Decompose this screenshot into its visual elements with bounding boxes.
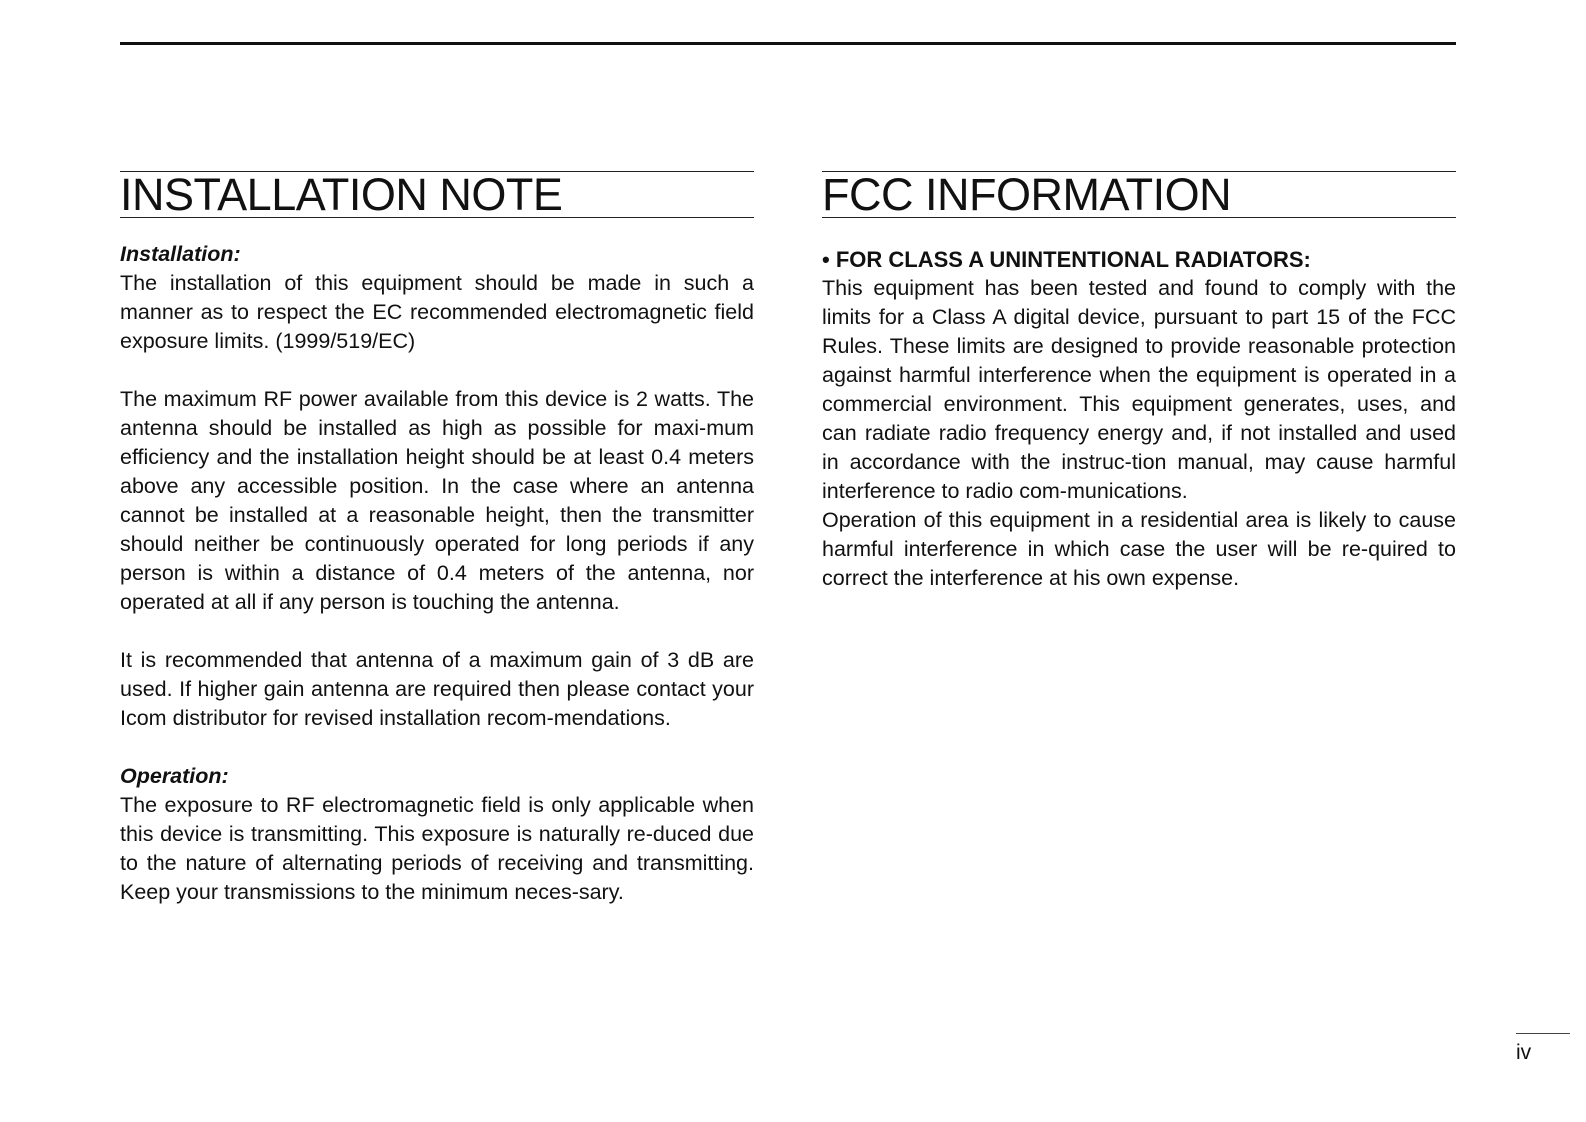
page-number: iv [1516, 1041, 1532, 1064]
installation-paragraph-3: It is recommended that antenna of a maximum gain of 3 dB are used. If higher gain antenna are required then please contact your Icom distributor for revised installation recom-mendations. [120, 648, 754, 730]
fcc-class-a-heading: • FOR CLASS A UNINTENTIONAL RADIATORS: [822, 247, 1311, 272]
fcc-information-content [822, 245, 1456, 593]
installation-note-title: INSTALLATION NOTE [120, 171, 754, 218]
fcc-paragraph-2: Operation of this equipment in a residential area is likely to cause harmful interference in which case the user will be re-quired to correct the interference at his own expense. [822, 508, 1456, 590]
installation-paragraph-2: The maximum RF power available from this device is 2 watts. The antenna should be installed as high as possible for maxi-mum efficiency and the installation height should be at least 0.4 meters above any accessible position. In the case where an antenna cannot be installed at a reasonable height, then the transmitter should neither be continuously operated for long periods if any person is within a distance of 0.4 meters of the antenna, nor operated at all if any person is touching the antenna. [120, 387, 754, 614]
operation-heading: Operation: [120, 764, 229, 788]
installation-note-section [120, 171, 754, 907]
installation-heading: Installation: [120, 242, 241, 266]
operation-paragraph: The exposure to RF electromagnetic field is only applicable when this device is transmitting. This exposure is naturally re-duced due to the nature of alternating periods of receiving and transmitting. Keep your transmissions to the minimum neces-sary. [120, 793, 754, 904]
page-number-divider [1516, 1033, 1570, 1034]
installation-note-content [120, 240, 754, 907]
installation-paragraph-1: The installation of this equipment should be made in such a manner as to respect the EC recommended electromagnetic field exposure limits. (1999/519/EC) [120, 271, 754, 353]
fcc-paragraph-1: This equipment has been tested and found to comply with the limits for a Class A digital device, pursuant to part 15 of the FCC Rules. These limits are designed to provide reasonable protection against harmful interference when the equipment is operated in a commercial environment. This equipment generates, uses, and can radiate radio frequency energy and, if not installed and used in accordance with the instruc-tion manual, may cause harmful interference to radio com-munications. [822, 276, 1456, 503]
top-divider [120, 42, 1456, 45]
fcc-information-section [822, 171, 1456, 593]
fcc-information-title: FCC INFORMATION [822, 171, 1456, 218]
